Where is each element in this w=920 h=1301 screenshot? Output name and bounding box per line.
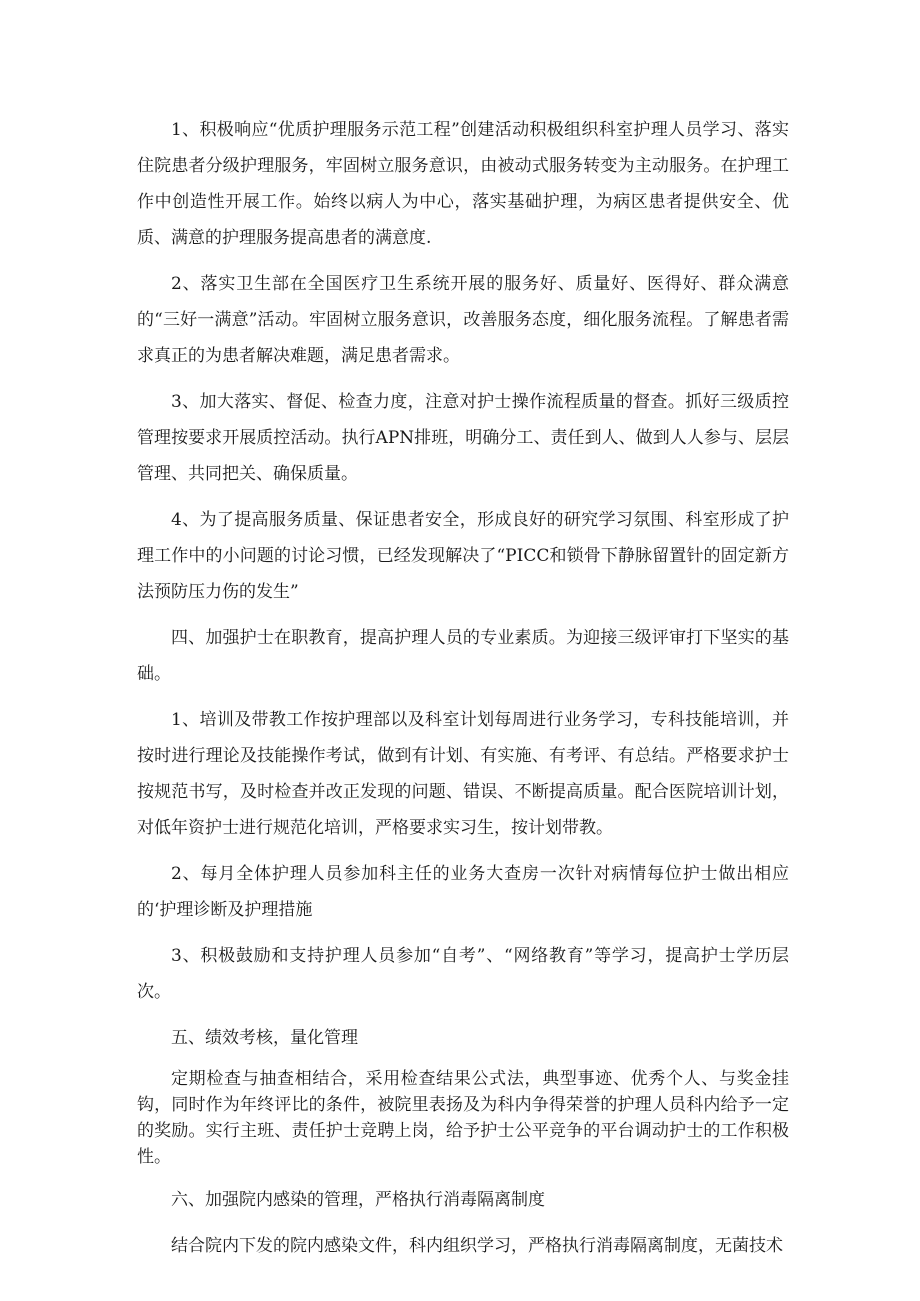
- paragraph-9: 结合院内下发的院内感染文件，科内组织学习，严格执行消毒隔离制度，无菌技术: [171, 1236, 783, 1256]
- paragraph-5: 1、培训及带教工作按护理部以及科室计划每周进行业务学习，专科技能培训，并按时进行理论及技能操作考试，做到有计划、有实施、有考评、有总结。严格要求护士按规范书写，及时检查并改正发现的问题、错误、不断提高质量。配合医院培训计划，对低年资护士进行规范化培训，严格要求实习生，按计划带教。: [137, 710, 789, 838]
- paragraph-6: 2、每月全体护理人员参加科主任的业务大查房一次针对病情每位护士做出相应的‘护理诊断及护理措施: [137, 864, 789, 920]
- paragraph-1: 1、积极响应“优质护理服务示范工程”创建活动积极组织科室护理人员学习、落实住院患者分级护理服务，牢固树立服务意识，由被动式服务转变为主动服务。在护理工作中创造性开展工作。始终以病人为中心，落实基础护理，为病区患者提供安全、优质、满意的护理服务提高患者的满意度.: [137, 120, 789, 248]
- paragraph-3: 3、加大落实、督促、检查力度，注意对护士操作流程质量的督查。抓好三级质控管理按要求开展质控活动。执行APN排班，明确分工、责任到人、做到人人参与、层层管理、共同把关、确保质量。: [137, 392, 789, 484]
- section-heading-6: 六、加强院内感染的管理，严格执行消毒隔离制度: [171, 1190, 545, 1210]
- document-body: [137, 112, 789, 1274]
- paragraph-4: 4、为了提高服务质量、保证患者安全，形成良好的研究学习氛围、科室形成了护理工作中的小问题的讨论习惯，已经发现解决了“PICC和锁骨下静脉留置针的固定新方法预防压力伤的发生”: [137, 510, 789, 602]
- section-heading-4: 四、加强护士在职教育，提高护理人员的专业素质。为迎接三级评审打下坚实的基础。: [137, 628, 789, 684]
- paragraph-8: 定期检查与抽查相结合，采用检查结果公式法，典型事迹、优秀个人、与奖金挂钩，同时作为年终评比的条件，被院里表扬及为科内争得荣誉的护理人员科内给予一定的奖励。实行主班、责任护士竞聘上岗，给予护士公平竞争的平台调动护士的工作积极性。: [137, 1069, 789, 1167]
- paragraph-7: 3、积极鼓励和支持护理人员参加“自考”、“网络教育”等学习，提高护士学历层次。: [137, 946, 789, 1002]
- section-heading-5: 五、绩效考核，量化管理: [171, 1028, 358, 1048]
- paragraph-2: 2、落实卫生部在全国医疗卫生系统开展的服务好、质量好、医得好、群众满意的“三好一满意”活动。牢固树立服务意识，改善服务态度，细化服务流程。了解患者需求真正的为患者解决难题，满足患者需求。: [137, 274, 789, 366]
